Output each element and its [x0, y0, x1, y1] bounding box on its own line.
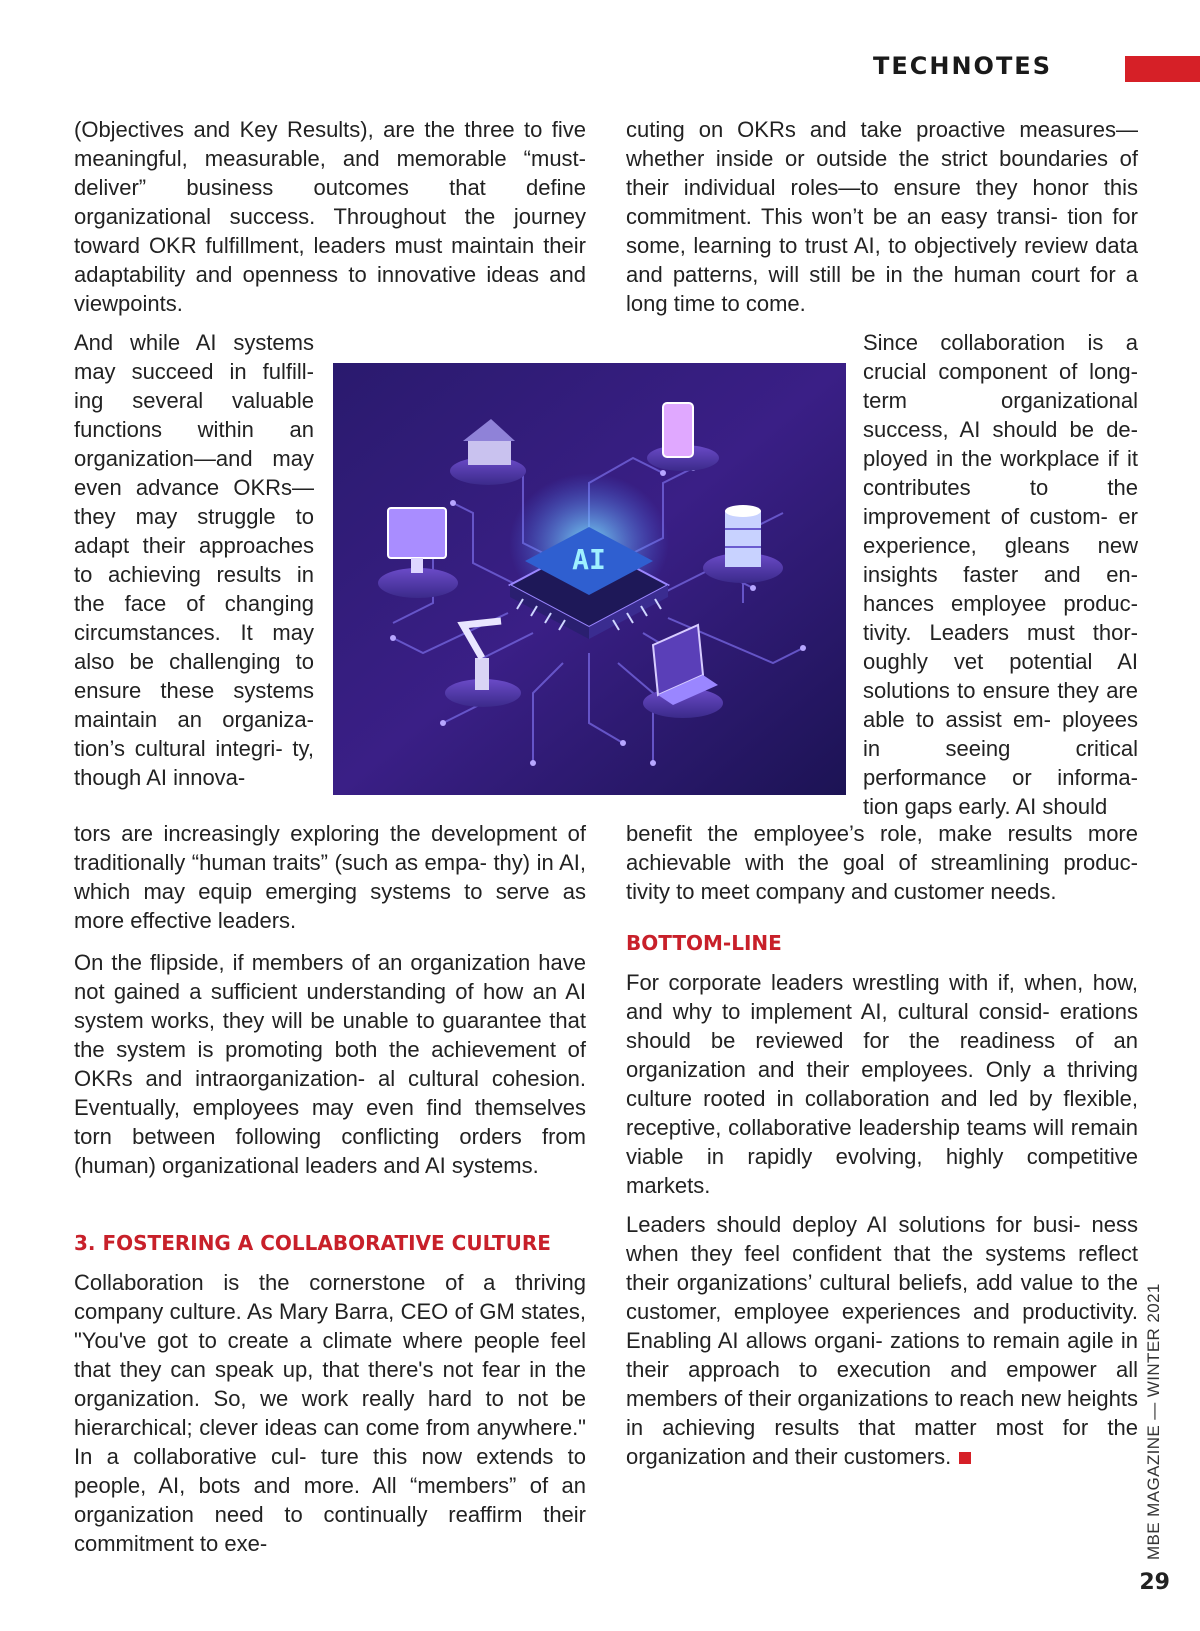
magazine-issue-label: MBE MAGAZINE — WINTER 2021 [1144, 1283, 1163, 1560]
left-paragraph-1: (Objectives and Key Results), are the three to five meaningful, measurable, and memorable “must-deliver” business outcomes that define organizational success. Throughout the journey toward OKR fulfillment, leaders must maintain their adaptability and openness to innovative ideas and viewpoints. [74, 117, 586, 316]
ai-chip-network-illustration [333, 363, 846, 795]
section-label: TECHNOTES [872, 52, 1052, 80]
monitor-icon [378, 508, 458, 598]
right-paragraph-4 [626, 1210, 1138, 1471]
left-paragraph-2-wrap: And while AI systems may succeed in fulfill- ing several valuable functions within an organization—and may even advance OKRs—they may struggle to adapt their approaches to achieving results in the face of changing circumstances. It may also be challenging to ensure these systems maintain an organiza- tion’s cultural integri- ty, though AI innova- [74, 330, 314, 790]
header-accent-bar [1125, 56, 1200, 82]
chip-label: AI [572, 543, 606, 576]
right-paragraph-2-rest: benefit the employee’s role, make results more achievable with the goal of streamlining produc- tivity to meet company and customer needs. [626, 821, 1138, 904]
header-accent-rect [1125, 56, 1200, 82]
page-number: 29 [1139, 1570, 1170, 1595]
section-heading-collaborative: 3. FOSTERING A COLLABORATIVE CULTURE [74, 1231, 551, 1255]
end-of-article-icon [959, 1452, 971, 1464]
ai-processor-chip [509, 473, 669, 639]
section-heading-bottom-line: BOTTOM-LINE [626, 931, 782, 955]
left-paragraph-4: Collaboration is the cornerstone of a thriving company culture. As Mary Barra, CEO of GM states, "You've got to create a climate where people feel that they can speak up, that there's not fear in the organization. So, we work really hard to not be hierarchical; clever ideas can come from anywhere." In a collaborative cul- ture this now extends to people, AI, bots and more. All “members” of an organization need to continually reaffirm their commitment to exe- [74, 1270, 586, 1556]
right-paragraph-3: For corporate leaders wrestling with if, when, how, and why to implement AI, cultural consid- erations should be reviewed for the readiness of an organization and their employees. Only a thriving culture rooted in collaboration and led by flexible, receptive, collaborative leadership teams will remain viable in rapidly evolving, highly competitive markets. [626, 970, 1138, 1198]
left-paragraph-3: On the flipside, if members of an organization have not gained a sufficient understanding of how an AI system works, they will be unable to guarantee that the system is promoting both the achievement of OKRs and intraorganization- al cultural cohesion. Eventually, employees may even find themselves torn between following conflicting orders from (human) organizational leaders and AI systems. [74, 950, 586, 1178]
left-paragraph-2-rest: tors are increasingly exploring the development of traditionally “human traits” (such as empa- thy) in AI, which may equip emerging systems to serve as more effective leaders. [74, 821, 586, 933]
right-paragraph-4-text: Leaders should deploy AI solutions for busi- ness when they feel confident that the systems reflect their organizations’ cultural beliefs, add value to the customer, employee experiences and productivity. Enabling AI allows organi- zations to remain agile in their approach to execution and empower all members of their organizations to reach new heights in achieving results that matter most for the organization and their customers. [626, 1212, 1138, 1469]
right-paragraph-1: cuting on OKRs and take proactive measures—whether inside or outside the strict boundaries of their individual roles—to ensure they honor this commitment. This won’t be an easy transi- tion for some, learning to trust AI, to objectively review data and patterns, will still be in the human court for a long time to come. [626, 117, 1138, 316]
right-paragraph-2-wrap: Since collaboration is a crucial component of long-term organizational success, AI should be de- ployed in the workplace if it contributes to the improvement of custom- er experience, gleans new insights faster and en- hances employee produc- tivity. Leaders must thor- oughly vet potential AI solutions to ensure they are able to assist em- ployees in seeing critical performance or informa- tion gaps early. AI should [863, 330, 1138, 819]
